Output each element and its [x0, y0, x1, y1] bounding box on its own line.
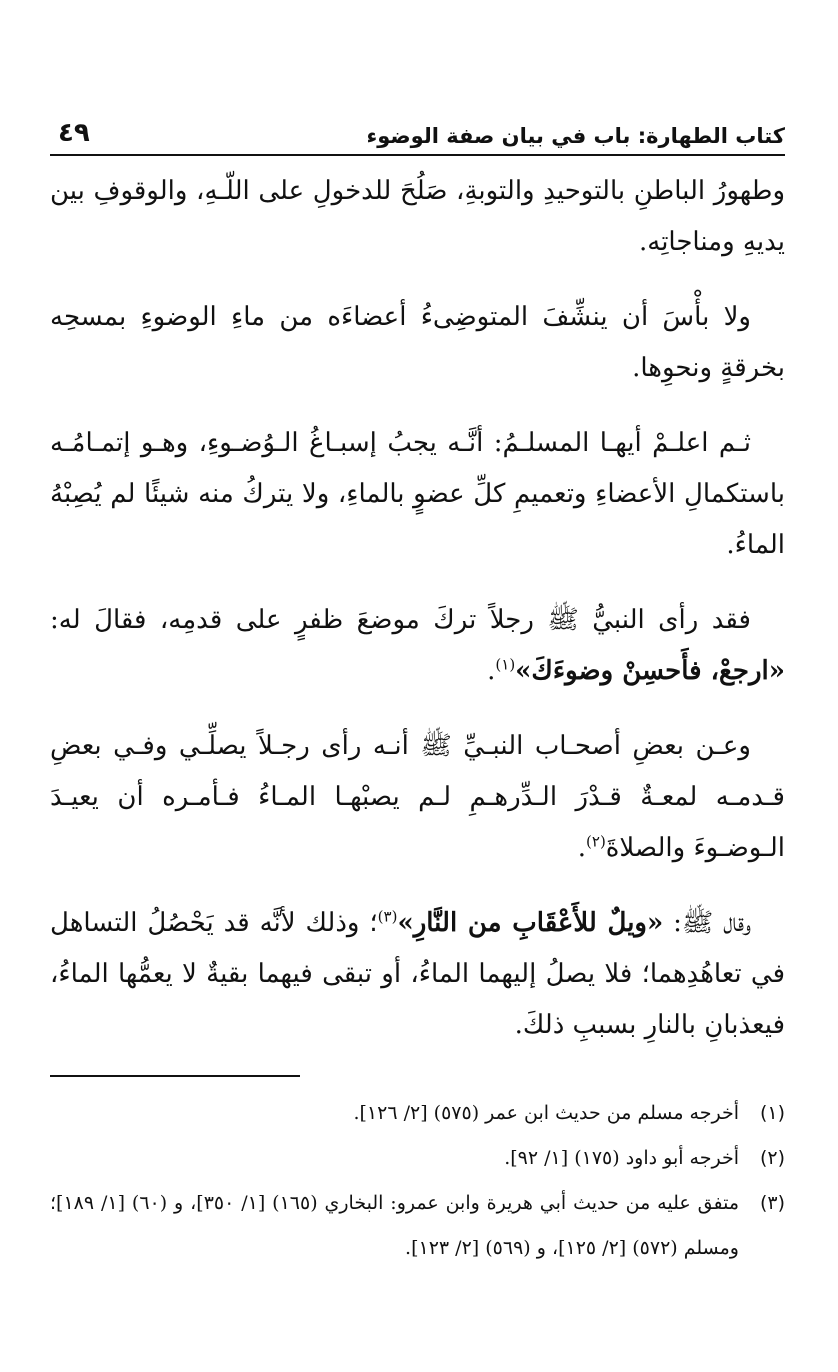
footnote-2 — [50, 1136, 785, 1181]
paragraph-2 — [50, 292, 785, 394]
paragraph-text-end: . — [487, 656, 496, 686]
footnote-number: (١) — [759, 1102, 785, 1124]
paragraph-text: فقد رأى النبيُّ ﷺ رجلاً تركَ موضعَ ظفرٍ على قدمِه، فقالَ له: — [50, 605, 751, 635]
footnotes — [50, 1091, 785, 1271]
paragraph-text-end: . — [577, 833, 587, 863]
footnote-separator-wrap — [50, 1075, 785, 1077]
paragraph-3 — [50, 418, 785, 571]
footnote-number: (٣) — [759, 1192, 785, 1214]
footnote-number: (٢) — [759, 1147, 785, 1169]
paragraph-text: وقال ﷺ: — [673, 908, 752, 938]
footnote-text: متفق عليه من حديث أبي هريرة وابن عمرو: البخاري (١٦٥) [١/ ٣٥٠]، و (٦٠) [١/ ١٨٩]؛ ومسلم (٥٧٢) [٢/ ١٢٥]، و (٥٦٩) [٢/ ١٢٣]. — [50, 1192, 739, 1259]
footnote-separator — [50, 1075, 300, 1077]
hadith-quote: «ارجعْ، فأَحسِنْ وضوءَكَ» — [515, 656, 785, 686]
paragraph-text: ولا بأْسَ أن ينشِّفَ المتوضِىءُ أعضاءَه من ماءِ الوضوءِ بمسحِه بخرقةٍ ونحوِها. — [50, 302, 785, 383]
page-number: ٤٩ — [58, 118, 90, 148]
paragraph-5 — [50, 721, 785, 874]
footnote-text: أخرجه مسلم من حديث ابن عمر (٥٧٥) [٢/ ١٢٦]. — [353, 1102, 739, 1124]
hadith-quote: «ويلٌ للأَعْقَابِ من النَّارِ» — [397, 908, 664, 938]
main-text — [50, 166, 785, 1051]
paragraph-text: وطهورُ الباطنِ بالتوحيدِ والتوبةِ، صَلُحَ للدخولِ على اللّـهِ، والوقوفِ بين يديهِ ومناجاتِه. — [50, 176, 785, 257]
paragraph-4 — [50, 595, 785, 697]
footnote-ref: (٣) — [377, 907, 398, 926]
footnote-1 — [50, 1091, 785, 1136]
footnote-text: أخرجه أبو داود (١٧٥) [١/ ٩٢]. — [504, 1147, 739, 1169]
paragraph-text: ثـم اعلـمْ أيهـا المسلـمُ: أنَّـه يجبُ إسبـاغُ الـوُضـوءِ، وهـو إتمـامُـه باستكمالِ الأعضاءِ وتعميمِ كلِّ عضوٍ بالماءِ، ولا يتركُ منه شيئًا لم يُصِبْهُ الماءُ. — [50, 428, 785, 560]
page-header — [50, 110, 785, 156]
footnote-3 — [50, 1181, 785, 1271]
paragraph-text: وعـن بعضِ أصحـاب النبـيِّ ﷺ أنـه رأى رجـلاً يصلِّـي وفـي بعضِ قـدمـه لمعـةٌ قـدْرَ الـدِّرهـمِ لـم يصبْهـا المـاءُ فـأمـره أن يعيـدَ الـوضـوءَ والصلاةَ — [50, 731, 785, 863]
running-title: كتاب الطهارة: باب في بيان صفة الوضوء — [366, 124, 785, 148]
footnote-ref: (١) — [495, 655, 516, 674]
paragraph-6 — [50, 898, 785, 1051]
book-page — [50, 110, 785, 1271]
paragraph-1 — [50, 166, 785, 268]
paragraph-text-end: ؛ وذلك لأنَّه قد يَحْصُلُ التساهل في تعاهُدِهما؛ فلا يصلُ إليهما الماءُ، أو تبقى فيهما بقيةٌ لا يعمُّها الماءُ، فيعذبانِ بالنارِ بسببِ ذلكَ. — [50, 908, 785, 1040]
footnote-ref: (٢) — [586, 832, 606, 851]
